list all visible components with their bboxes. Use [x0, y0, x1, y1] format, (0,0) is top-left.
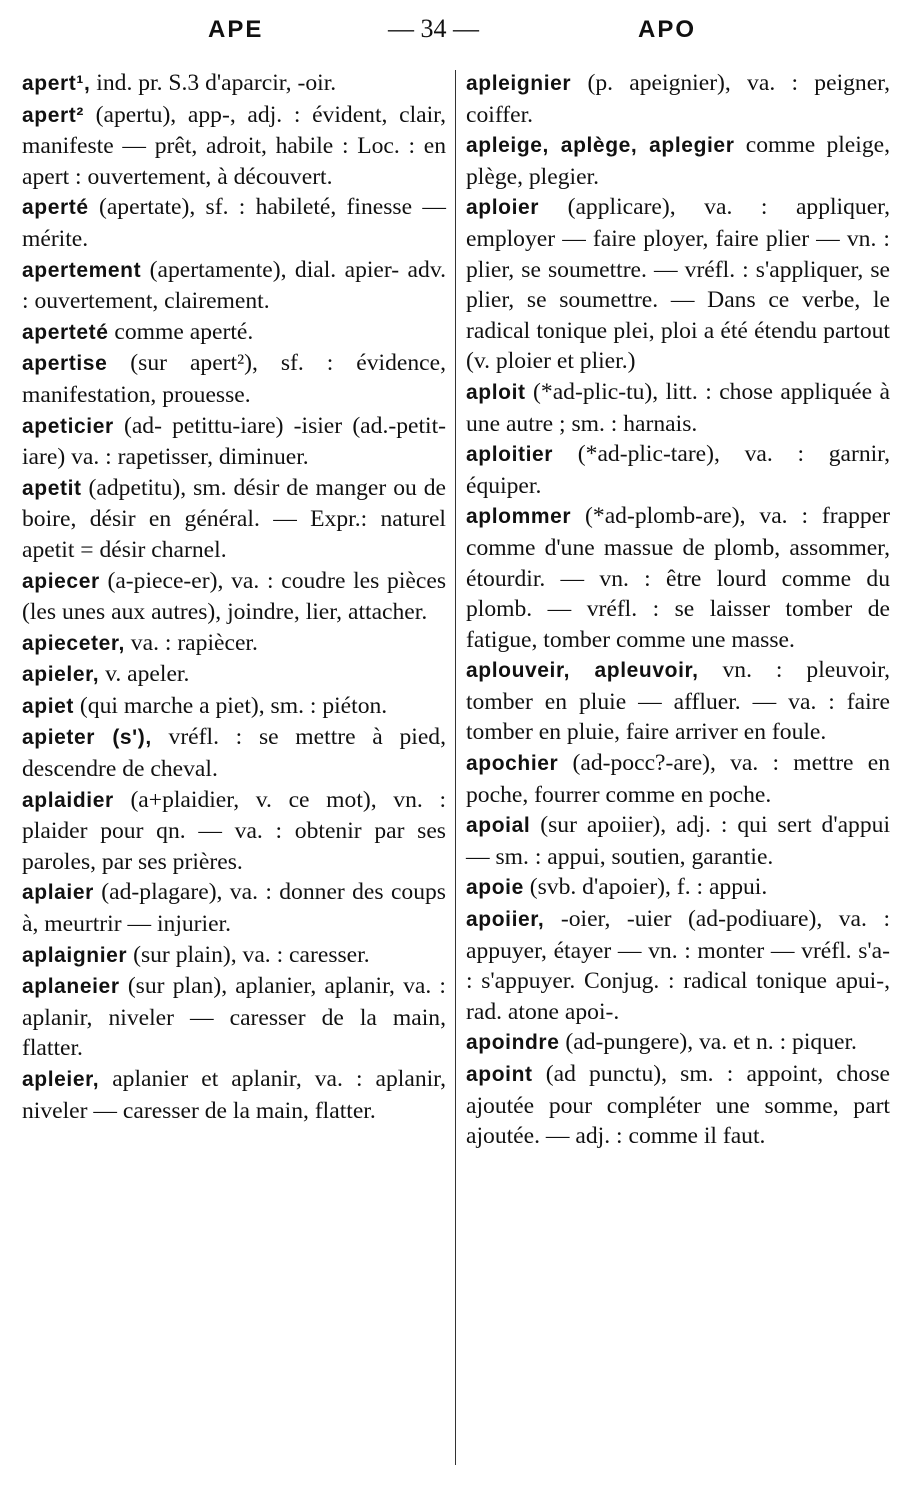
headword: apleignier — [466, 72, 572, 95]
entry-text: (*ad-plic-tu), litt. : chose appliquée à une autre ; sm. : harnais. — [466, 378, 890, 437]
headword: aplouveir, apleuvoir, — [466, 659, 699, 683]
dictionary-entry — [466, 655, 890, 748]
entry-text: (sur apert²), sf. : évidence, manifestation, prouesse. — [22, 350, 446, 408]
headword: aplaignier — [22, 943, 128, 967]
entry-text: aplanier et aplanir, va. : aplanir, niveler — caresser de la main, flatter. — [22, 1066, 446, 1124]
headword: apetit — [22, 476, 82, 500]
headword: aplommer — [466, 505, 572, 529]
entry-text: ind. pr. S.3 d'aparcir, -oir. — [90, 70, 337, 96]
dictionary-entry — [22, 255, 446, 317]
entry-text: (sur apoiier), adj. : qui sert d'appui — sm. : appui, soutien, garantie. — [466, 812, 890, 870]
headword: apleige, aplège, aplegier — [466, 134, 735, 158]
dictionary-entry — [22, 691, 446, 723]
headword: apiet — [22, 694, 75, 718]
headword: apertise — [22, 352, 108, 376]
dictionary-entry — [22, 68, 446, 100]
entry-text: (sur plan), aplanier, aplanir, va. : aplanir, niveler — caresser de la main, flatter. — [22, 973, 446, 1062]
entry-text: (sur plain), va. : caresser. — [127, 941, 370, 968]
dictionary-entry — [466, 68, 890, 130]
entry-text: comme aperté. — [108, 318, 254, 345]
dictionary-entry — [22, 317, 446, 349]
headword: apert¹, — [22, 72, 91, 95]
headword: apoindre — [466, 1031, 560, 1055]
dictionary-entry — [22, 940, 446, 972]
headword: apeticier — [22, 414, 114, 438]
entry-text: (qui marche a piet), sm. : piéton. — [74, 692, 388, 719]
entry-text: (p. apeignier), va. : peigner, coiffer. — [466, 70, 890, 128]
right-column — [466, 68, 890, 1152]
entry-text: va. : rapiècer. — [124, 629, 258, 656]
entry-text: (adpetitu), sm. désir de manger ou de boire, désir en général. — Expr.: naturel apetit = désir charnel. — [22, 474, 446, 563]
dictionary-entry — [466, 904, 890, 1027]
entry-text: (ad-pocc?-are), va. : mettre en poche, fourrer comme en poche. — [466, 750, 890, 808]
page-header — [0, 10, 915, 50]
dictionary-entry — [22, 348, 446, 410]
entry-text: -oier, -uier (ad-podiuare), va. : appuyer, étayer — vn. : monter — vréfl. s'a- : s'appuyer. Conjug. : radical tonique apui-, rad. atone apoi-. — [466, 906, 890, 1025]
dictionary-entry — [466, 439, 890, 501]
entry-text: comme pleige, plège, plegier. — [466, 132, 890, 190]
headword: aperté — [22, 196, 89, 220]
left-column — [22, 68, 446, 1126]
entry-text: vréfl. : se mettre à pied, descendre de cheval. — [22, 724, 446, 783]
page-number: — 34 — — [388, 14, 479, 43]
headword: apieter (s'), — [22, 726, 152, 750]
dictionary-entry — [466, 130, 890, 192]
entry-text: (*ad-plic-tare), va. : garnir, équiper. — [466, 441, 890, 499]
headword: apleier, — [22, 1068, 100, 1091]
dictionary-entry — [22, 659, 446, 691]
entry-text: (apertate), sf. : habileté, finesse — mérite. — [22, 194, 446, 252]
dictionary-entry — [22, 971, 446, 1064]
entry-text: (a+plaidier, v. ce mot), vn. : plaider pour qn. — va. : obtenir par ses paroles, par ses prières. — [22, 786, 446, 875]
entry-text: vn. : pleuvoir, tomber en pluie — affluer. — va. : faire tomber en pluie, faire arriver en foule. — [466, 657, 891, 746]
dictionary-entry — [22, 411, 446, 473]
headword: apoiier, — [466, 908, 545, 932]
entry-text: v. apeler. — [99, 661, 190, 688]
headword: aploitier — [466, 443, 554, 467]
entry-text: (a-piece-er), va. : coudre les pièces (les unes aux autres), joindre, lier, attacher. — [22, 567, 446, 626]
entry-text: (ad punctu), sm. : appoint, chose ajoutée pour compléter une somme, part ajoutée. — adj. : comme il faut. — [466, 1061, 890, 1150]
dictionary-entry — [22, 566, 446, 628]
headword: apoint — [466, 1063, 533, 1086]
dictionary-entry — [466, 1059, 890, 1152]
dictionary-entry — [22, 473, 446, 566]
dictionary-entry — [466, 748, 890, 810]
entry-text: (svb. d'apoier), f. : appui. — [523, 874, 768, 901]
entry-text: (ad-plagare), va. : donner des coups à, meurtrir — injurier. — [22, 879, 446, 938]
headword: aplaidier — [22, 788, 114, 812]
headword: apoial — [466, 814, 531, 838]
headword: apert² — [22, 103, 84, 127]
entry-text: (ad- petittu-iare) -isier (ad.-petit-iare) va. : rapetisser, diminuer. — [22, 412, 446, 471]
dictionary-entry — [22, 877, 446, 939]
headword: aperteté — [22, 320, 109, 344]
entry-text: (apertu), app-, adj. : évident, clair, manifeste — prêt, adroit, habile : Loc. : en apert : ouvertement, à découvert. — [22, 101, 446, 190]
headword: aploit — [466, 380, 526, 404]
headword: apiecer — [22, 569, 100, 593]
running-head-left: APE — [208, 16, 264, 43]
dictionary-entry — [22, 785, 446, 878]
headword: apochier — [466, 752, 559, 776]
dictionary-entry — [22, 722, 446, 784]
dictionary-entry — [22, 192, 446, 254]
column-divider — [455, 70, 456, 1465]
dictionary-entry — [466, 501, 890, 655]
dictionary-entry — [22, 100, 446, 193]
entry-text: (ad-pungere), va. et n. : piquer. — [559, 1029, 857, 1056]
headword: apoie — [466, 876, 524, 900]
running-head-right: APO — [638, 16, 697, 43]
headword: apieler, — [22, 663, 100, 687]
headword: apieceter, — [22, 631, 125, 655]
dictionary-entry — [22, 1064, 446, 1126]
dictionary-entry — [466, 1027, 890, 1059]
headword: aplaier — [22, 881, 94, 905]
dictionary-entry — [466, 377, 890, 439]
dictionary-entry — [466, 192, 890, 377]
dictionary-entry — [466, 810, 890, 872]
dictionary-entry — [466, 872, 890, 904]
headword: apertement — [22, 258, 142, 282]
headword: aploier — [466, 196, 540, 220]
entry-text: (apertamente), dial. apier- adv. : ouvertement, clairement. — [22, 256, 446, 315]
dictionary-entry — [22, 628, 446, 660]
entry-text: (*ad-plomb-are), va. : frapper comme d'une massue de plomb, assommer, étourdir. — vn. : être lourd comme du plomb. — vréfl. : se laisser tomber de fatigue, tomber comme une masse. — [466, 503, 890, 653]
headword: aplaneier — [22, 975, 120, 999]
entry-text: (applicare), va. : appliquer, employer — faire ployer, faire plier — vn. : plier, se soumettre. — vréfl. : s'appliquer, se plier, se soumettre. — Dans ce verbe, le radical tonique plei, ploi a été étendu partout (v. ploier et plier.) — [466, 194, 890, 375]
